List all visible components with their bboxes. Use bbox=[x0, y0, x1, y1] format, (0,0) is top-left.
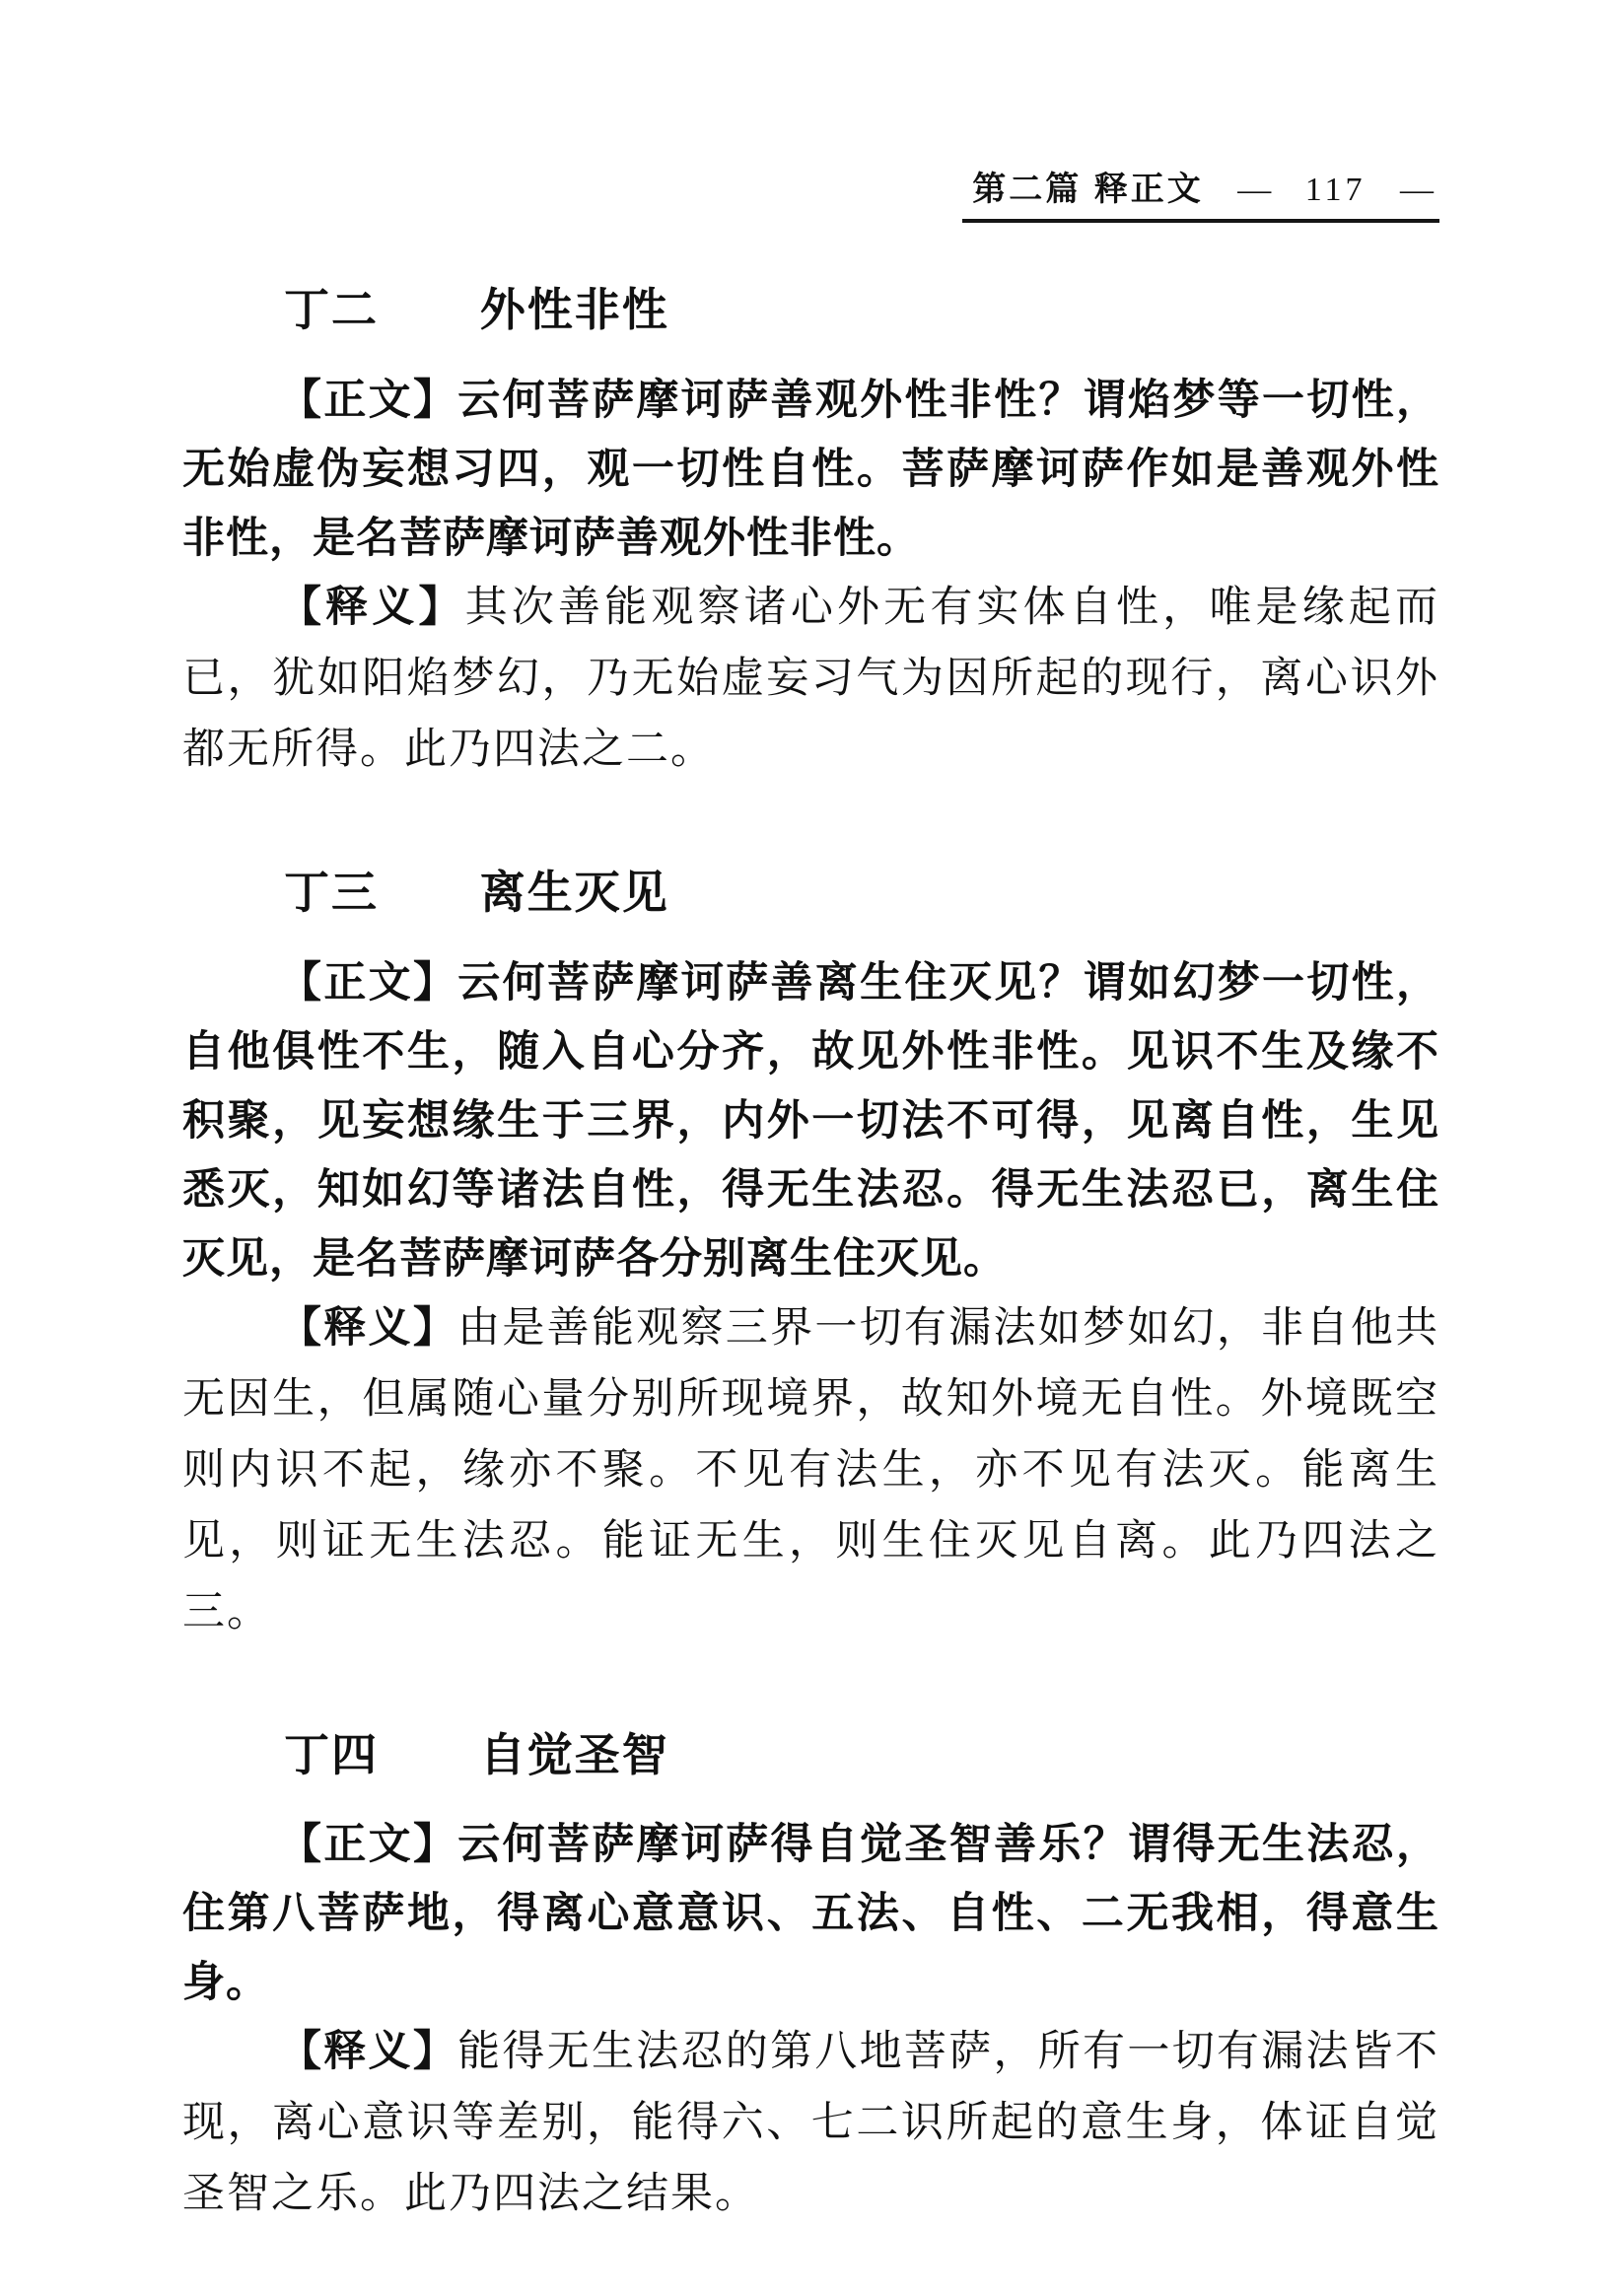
section-heading bbox=[182, 284, 1439, 336]
zhengwen-paragraph bbox=[182, 948, 1439, 1293]
header-dash-left: — bbox=[1237, 172, 1272, 208]
header-dash-right: — bbox=[1400, 172, 1434, 208]
section-title: 自觉圣智 bbox=[479, 1728, 669, 1780]
paragraph-label-zhengwen: 【正文】 bbox=[279, 376, 458, 424]
paragraph-label-shiyi: 【释义】 bbox=[279, 1304, 458, 1352]
shiyi-paragraph bbox=[182, 573, 1439, 786]
section-heading bbox=[182, 1729, 1439, 1781]
section-title: 外性非性 bbox=[479, 283, 669, 335]
section-ding-si bbox=[182, 1729, 1439, 2231]
paragraph-text: 能得无生法忍的第八地菩萨，所有一切有漏法皆不现，离心意识等差别，能得六、七二识所起的意生身，体证自觉圣智之乐。此乃四法之结果。 bbox=[182, 2029, 1440, 2218]
shiyi-paragraph bbox=[182, 1293, 1439, 1648]
section-number: 丁三 bbox=[284, 866, 379, 918]
page-header bbox=[182, 170, 1439, 223]
section-ding-san bbox=[182, 867, 1439, 1648]
paragraph-label-shiyi: 【释义】 bbox=[279, 584, 465, 631]
paragraph-text: 云何菩萨摩诃萨善观外性非性？谓焰梦等一切性，无始虚伪妄想习四，观一切性自性。菩萨摩诃萨作如是善观外性非性，是名菩萨摩诃萨善观外性非性。 bbox=[182, 376, 1440, 562]
paragraph-text: 云何菩萨摩诃萨善离生住灭见？谓如幻梦一切性，自他俱性不生，随入自心分齐，故见外性非性。见识不生及缘不积聚，见妄想缘生于三界，内外一切法不可得，见离自性，生见悉灭，知如幻等诸法自性，得无生法忍。得无生法忍已，离生住灭见，是名菩萨摩诃萨各分别离生住灭见。 bbox=[182, 958, 1440, 1283]
paragraph-label-zhengwen: 【正文】 bbox=[279, 958, 458, 1007]
zhengwen-paragraph bbox=[182, 366, 1439, 573]
section-title: 离生灭见 bbox=[479, 866, 669, 918]
header-section-title: 第二篇 释正文 bbox=[972, 171, 1204, 208]
paragraph-label-shiyi: 【释义】 bbox=[279, 2029, 458, 2076]
paragraph-text: 云何菩萨摩诃萨得自觉圣智善乐？谓得无生法忍，住第八菩萨地，得离心意意识、五法、自性、二无我相，得意生身。 bbox=[182, 1821, 1440, 2007]
paragraph-text: 其次善能观察诸心外无有实体自性，唯是缘起而已，犹如阳焰梦幻，乃无始虚妄习气为因所起的现行，离心识外都无所得。此乃四法之二。 bbox=[182, 584, 1440, 773]
page-number: 117 bbox=[1304, 172, 1367, 208]
section-heading bbox=[182, 867, 1439, 919]
shiyi-paragraph bbox=[182, 2017, 1439, 2230]
header-rule-block bbox=[962, 170, 1439, 223]
zhengwen-paragraph bbox=[182, 1810, 1439, 2017]
paragraph-text: 由是善能观察三界一切有漏法如梦如幻，非自他共无因生，但属随心量分别所现境界，故知外境无自性。外境既空则内识不起，缘亦不聚。不见有法生，亦不见有法灭。能离生见，则证无生法忍。能证无生，则生住灭见自离。此乃四法之三。 bbox=[182, 1304, 1440, 1635]
section-ding-er bbox=[182, 284, 1439, 786]
section-number: 丁四 bbox=[284, 1728, 379, 1780]
paragraph-label-zhengwen: 【正文】 bbox=[279, 1821, 458, 1869]
section-number: 丁二 bbox=[284, 283, 379, 335]
